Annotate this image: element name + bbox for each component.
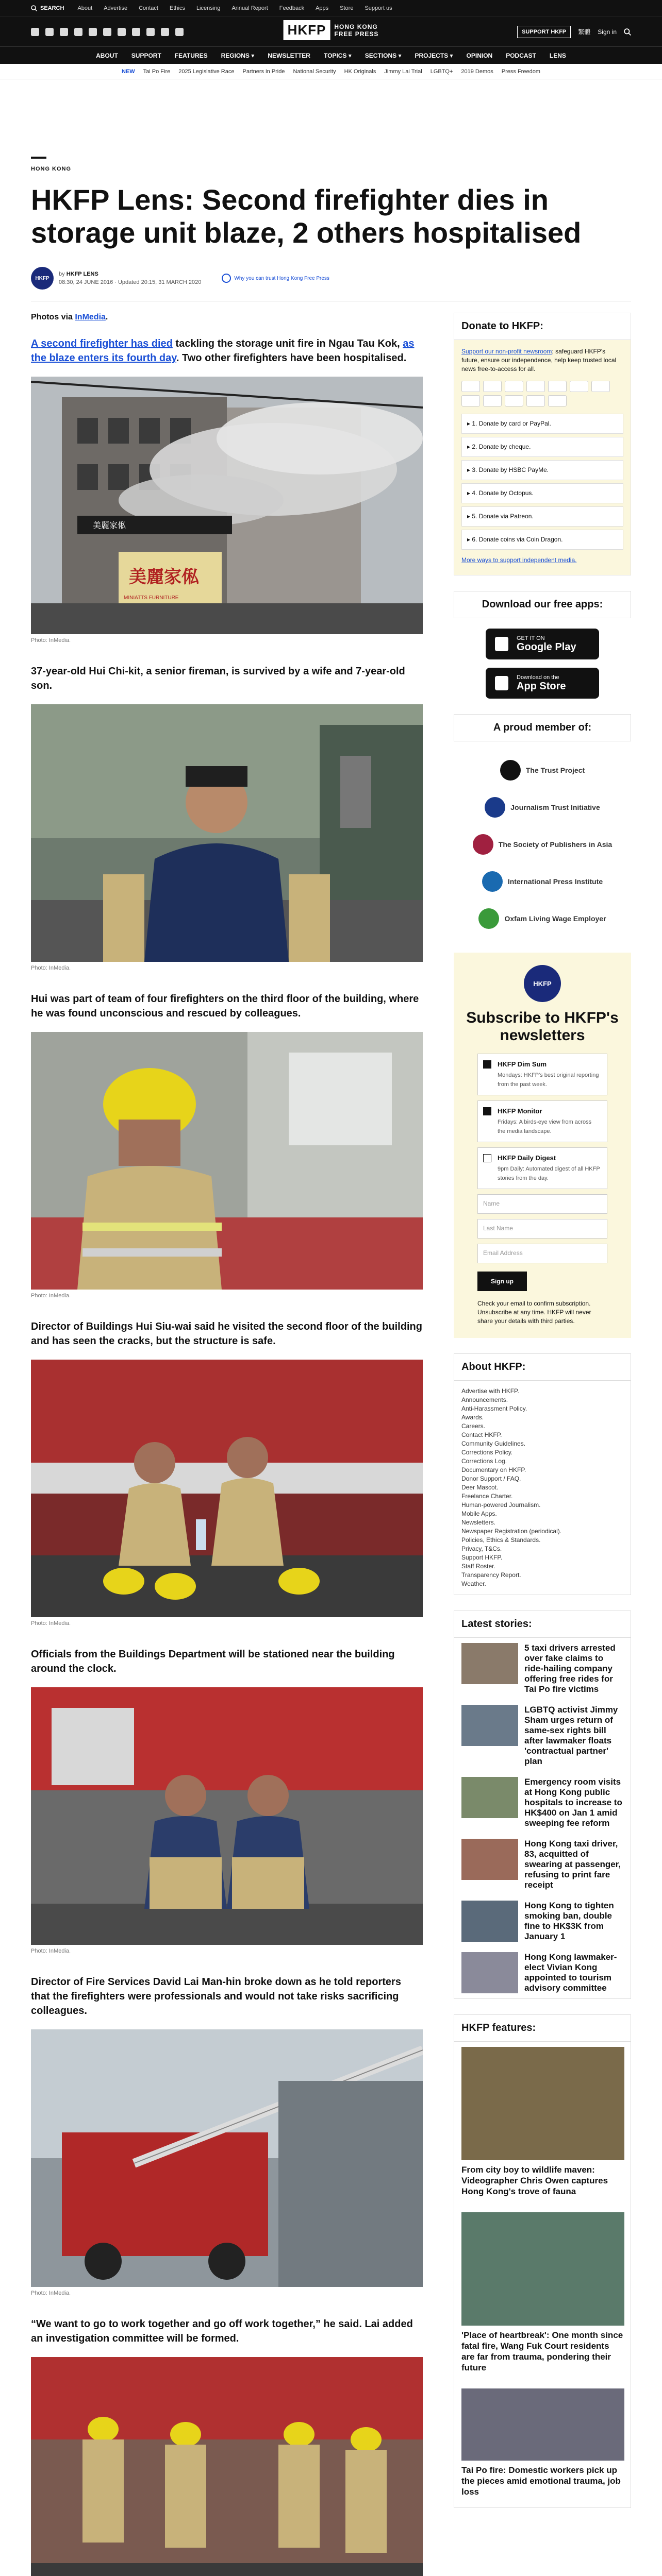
- donate-title: Donate to HKFP:: [454, 313, 631, 340]
- search-icon: [31, 5, 37, 11]
- youtube-icon[interactable]: [132, 28, 140, 36]
- about-link[interactable]: Community Guidelines.: [461, 1440, 526, 1447]
- donate-option-octopus[interactable]: ▸ 4. Donate by Octopus.: [461, 483, 623, 503]
- main-nav: [0, 46, 662, 64]
- donate-option-coin-dragon[interactable]: ▸ 6. Donate coins via Coin Dragon.: [461, 530, 623, 550]
- logo-line-1: HONG KONG: [334, 23, 378, 30]
- features-widget: [454, 2014, 631, 2508]
- newsletter-widget: [454, 953, 631, 1338]
- about-link[interactable]: Support HKFP.: [461, 1554, 503, 1561]
- newsletter-option-digest[interactable]: [477, 1147, 607, 1189]
- newsletter-desc: 9pm Daily: Automated digest of all HKFP stories from the day.: [498, 1166, 600, 1181]
- topbar-link-support[interactable]: Support us: [365, 5, 392, 11]
- about-link[interactable]: Deer Mascot.: [461, 1484, 499, 1491]
- google-play-icon: [495, 637, 508, 651]
- language-toggle[interactable]: 繁體: [578, 28, 591, 36]
- topbar-link-ethics[interactable]: Ethics: [169, 5, 185, 11]
- photos-via-suffix: .: [105, 313, 108, 321]
- member-label: Oxfam Living Wage Employer: [504, 914, 606, 923]
- logo-mark: HKFP: [284, 20, 330, 40]
- name-field[interactable]: Name: [477, 1194, 607, 1214]
- member-title: A proud member of:: [454, 714, 631, 741]
- story-thumbnail: [461, 1901, 518, 1942]
- member-oxfam[interactable]: [454, 900, 631, 937]
- twitter-icon[interactable]: [45, 28, 54, 36]
- unionpay-icon: [591, 381, 610, 392]
- trust-link[interactable]: [222, 274, 329, 283]
- paragraph-4: Director of Buildings Hui Siu-wai said he visited the second floor of the building and has seen the cracks, but the structure is safe.: [31, 1321, 422, 1347]
- about-link[interactable]: Careers.: [461, 1422, 486, 1430]
- newsletter-option-dim-sum[interactable]: [477, 1054, 607, 1095]
- trust-icon: [222, 274, 231, 283]
- photo-firefighters-resting: [31, 1360, 423, 1617]
- newsletter-option-monitor[interactable]: [477, 1100, 607, 1142]
- ticker-item[interactable]: LGBTQ+: [430, 68, 453, 75]
- paragraph-6: Director of Fire Services David Lai Man-hin broke down as he told reporters that the firefighters were professionals and would not take risks sacrificing colleagues.: [31, 1976, 401, 2016]
- story-title: Hong Kong lawmaker-elect Vivian Kong appointed to tourism advisory committee: [524, 1952, 617, 1993]
- threads-icon[interactable]: [74, 28, 82, 36]
- google-play-badge[interactable]: [486, 629, 599, 659]
- latest-story[interactable]: [454, 1895, 631, 1947]
- donate-body: [454, 340, 631, 575]
- ticker-item[interactable]: HK Originals: [344, 68, 376, 75]
- member-sopa[interactable]: [454, 826, 631, 863]
- nav-sections[interactable]: SECTIONS ▾: [365, 52, 402, 59]
- fps-icon: [505, 395, 523, 406]
- newsletter-desc: Fridays: A birds-eye view from across the media landscape.: [498, 1119, 592, 1134]
- site-header: [0, 16, 662, 46]
- search-button[interactable]: [31, 5, 64, 11]
- author-prefix: by: [59, 271, 65, 277]
- donate-option-card[interactable]: ▸ 1. Donate by card or PayPal.: [461, 414, 623, 434]
- about-link[interactable]: Staff Roster.: [461, 1563, 495, 1570]
- about-list: [454, 1381, 631, 1595]
- ticker-item[interactable]: Jimmy Lai Trial: [384, 68, 422, 75]
- apple-icon: [495, 676, 508, 690]
- latest-story[interactable]: [454, 1638, 631, 1700]
- photo-firefighters-walking: [31, 2357, 423, 2576]
- latest-story[interactable]: [454, 1700, 631, 1772]
- photo-firefighter-helmet: [31, 1032, 423, 1290]
- byline: [31, 267, 631, 301]
- features-title: HKFP features:: [454, 2015, 631, 2042]
- octopus-icon: [570, 381, 588, 392]
- newsletter-name: HKFP Monitor: [498, 1107, 542, 1115]
- ticker-item[interactable]: 2019 Demos: [461, 68, 493, 75]
- feature-story[interactable]: [454, 2383, 631, 2507]
- story-title: LGBTQ activist Jimmy Sham urges return of same-sex rights bill after lawmaker floats 'contractual partner' plan: [524, 1705, 618, 1766]
- paragraph-2: 37-year-old Hui Chi-kit, a senior fireman, is survived by a wife and 7-year-old son.: [31, 666, 405, 691]
- story-thumbnail: [461, 1952, 518, 1993]
- app-store-badge[interactable]: [486, 668, 599, 699]
- about-link[interactable]: Privacy, T&Cs.: [461, 1545, 502, 1552]
- donate-description: ; safeguard HKFP's future, ensure our independence, help keep trusted local news free-to-access for all.: [461, 348, 617, 372]
- about-title: About HKFP:: [454, 1354, 631, 1381]
- photo-caption: Photo: InMedia.: [31, 637, 71, 643]
- nav-support[interactable]: SUPPORT: [131, 52, 161, 59]
- paragraph-1-end: . Two other firefighters have been hospitalised.: [176, 352, 407, 364]
- checkbox-unchecked[interactable]: [483, 1154, 491, 1162]
- logo-line-2: FREE PRESS: [334, 30, 379, 38]
- google-play-big: Google Play: [517, 641, 576, 653]
- article-title: HKFP Lens: Second firefighter dies in storage unit blaze, 2 others hospitalised: [31, 183, 582, 249]
- ticker-item[interactable]: Tai Po Fire: [143, 68, 171, 75]
- feature-title: 'Place of heartbreak': One month since fatal fire, Wang Fuk Court residents are far from trauma, pondering their future: [461, 2330, 623, 2372]
- jcb-icon: [461, 395, 480, 406]
- last-name-field[interactable]: Last Name: [477, 1219, 607, 1239]
- search-icon[interactable]: [624, 28, 631, 36]
- topbar-link-contact[interactable]: Contact: [139, 5, 158, 11]
- nav-regions[interactable]: REGIONS ▾: [221, 52, 255, 59]
- feature-image: [461, 2212, 624, 2326]
- photo-caption: Photo: InMedia.: [31, 1293, 71, 1299]
- feature-image: [461, 2388, 624, 2461]
- shop-sign-en: MINIATTS FURNITURE: [124, 595, 179, 601]
- article-category[interactable]: HONG KONG: [31, 166, 72, 172]
- newsletter-note: Check your email to confirm subscription. Unsubscribe at any time. HKFP will never share your details with third parties.: [477, 1300, 591, 1325]
- donate-link[interactable]: Support our non-profit newsroom: [461, 348, 552, 355]
- trust-label: Why you can trust Hong Kong Free Press: [234, 275, 329, 281]
- more-ways-link[interactable]: More ways to support independent media.: [461, 556, 577, 564]
- app-store-small: Download on the: [517, 674, 559, 681]
- feature-story[interactable]: [454, 2207, 631, 2383]
- about-link[interactable]: Advertise with HKFP.: [461, 1387, 519, 1395]
- story-thumbnail: [461, 1643, 518, 1684]
- story-thumbnail: [461, 1777, 518, 1818]
- photo-caption: Photo: InMedia.: [31, 965, 71, 971]
- article-dates: 08:30, 24 JUNE 2016 · Updated 20:15, 31 MARCH 2020: [59, 279, 202, 285]
- author-name[interactable]: HKFP LENS: [66, 271, 98, 277]
- donate-text: [461, 347, 623, 374]
- sopa-icon: [473, 834, 493, 855]
- donate-widget: [454, 313, 631, 575]
- member-ipi[interactable]: [454, 863, 631, 900]
- latest-stories-widget: [454, 1611, 631, 1999]
- topbar-link-licensing[interactable]: Licensing: [196, 5, 221, 11]
- sign-in-link[interactable]: Sign in: [598, 28, 617, 36]
- search-label: SEARCH: [40, 5, 64, 11]
- about-widget: [454, 1353, 631, 1595]
- topbar-link-apps[interactable]: Apps: [316, 5, 329, 11]
- patreon-icon: [483, 395, 502, 406]
- member-label: Journalism Trust Initiative: [510, 803, 600, 811]
- support-hkfp-button[interactable]: SUPPORT HKFP: [517, 26, 571, 38]
- amex-icon: [505, 381, 523, 392]
- author-avatar[interactable]: HKFP: [31, 267, 54, 290]
- paypal-icon: [526, 381, 545, 392]
- topbar-link-about[interactable]: About: [77, 5, 93, 11]
- ticker-item[interactable]: Partners in Pride: [242, 68, 285, 75]
- about-link[interactable]: Contact HKFP.: [461, 1431, 502, 1438]
- shop-sign-zh: 美麗家俬: [129, 567, 199, 587]
- top-utility-bar: [0, 0, 662, 16]
- sign-up-button[interactable]: Sign up: [477, 1272, 527, 1291]
- feature-title: Tai Po fire: Domestic workers pick up the pieces amid emotional trauma, job loss: [461, 2465, 621, 2497]
- content-columns: [31, 313, 631, 2576]
- topbar-link-annual-report[interactable]: Annual Report: [231, 5, 268, 11]
- email-icon[interactable]: [118, 28, 126, 36]
- nav-opinion[interactable]: OPINION: [466, 52, 493, 59]
- wechat-icon: [548, 395, 567, 406]
- donate-option-patreon[interactable]: ▸ 5. Donate via Patreon.: [461, 506, 623, 527]
- ticker-new-badge: NEW: [122, 68, 135, 75]
- ticker-item[interactable]: 2025 Legislative Race: [178, 68, 235, 75]
- latest-title: Latest stories:: [454, 1611, 631, 1638]
- oxfam-icon: [478, 908, 499, 929]
- paragraph-7: “We want to go to work together and go off work together,” he said. Lai added an investigation committee will be formed.: [31, 2318, 413, 2344]
- about-link[interactable]: Policies, Ethics & Standards.: [461, 1536, 541, 1544]
- checkbox-checked[interactable]: [483, 1060, 491, 1069]
- photo-caption: Photo: InMedia.: [31, 1620, 71, 1626]
- facebook-icon[interactable]: [31, 28, 39, 36]
- story-title: Emergency room visits at Hong Kong public hospitals to increase to HK$400 on Jan 1 amid sweeping fee reform: [524, 1777, 622, 1828]
- member-logos: [454, 752, 631, 937]
- latest-story[interactable]: [454, 1834, 631, 1895]
- google-play-small: GET IT ON: [517, 635, 545, 641]
- member-label: The Society of Publishers in Asia: [498, 840, 613, 849]
- feature-image: [461, 2047, 624, 2160]
- newsletter-logo: HKFP: [524, 965, 561, 1002]
- member-trust-project[interactable]: [454, 752, 631, 789]
- linkedin-icon[interactable]: [103, 28, 111, 36]
- logo-wordmark: [334, 23, 378, 38]
- about-link[interactable]: Announcements.: [461, 1396, 508, 1403]
- about-link[interactable]: Freelance Charter.: [461, 1493, 513, 1500]
- header-actions: [517, 26, 631, 38]
- topbar-link-feedback[interactable]: Feedback: [279, 5, 305, 11]
- latest-story[interactable]: [454, 1947, 631, 1998]
- feature-story[interactable]: [454, 2042, 631, 2207]
- paragraph-1: [31, 336, 423, 365]
- topbar-link-advertise[interactable]: Advertise: [104, 5, 128, 11]
- topic-ticker: [0, 64, 662, 79]
- story-title: 5 taxi drivers arrested over fake claims to ride-hailing company offering free rides for Tai Po fire victims: [524, 1643, 616, 1694]
- about-link[interactable]: Corrections Policy.: [461, 1449, 513, 1456]
- email-field[interactable]: Email Address: [477, 1244, 607, 1263]
- byline-text: [59, 270, 201, 286]
- feature-title: From city boy to wildlife maven: Videographer Chris Owen captures Hong Kong's trove of fauna: [461, 2165, 608, 2196]
- newsletter-name: HKFP Daily Digest: [498, 1154, 556, 1162]
- checkbox-checked[interactable]: [483, 1107, 491, 1115]
- photo-caption: Photo: InMedia.: [31, 1948, 71, 1954]
- telegram-icon[interactable]: [146, 28, 155, 36]
- photos-credit: [31, 313, 423, 322]
- newsletter-name: HKFP Dim Sum: [498, 1060, 547, 1068]
- about-link[interactable]: Anti-Harassment Policy.: [461, 1405, 527, 1412]
- member-jti[interactable]: [454, 789, 631, 826]
- instagram-icon[interactable]: [60, 28, 68, 36]
- donate-option-cheque[interactable]: ▸ 2. Donate by cheque.: [461, 437, 623, 457]
- fourth-day-link[interactable]: as the blaze enters its fourth day: [31, 338, 415, 364]
- paragraph-1-mid: tackling the storage unit fire in Ngau Tau Kok,: [172, 338, 403, 349]
- apps-title: Download our free apps:: [454, 591, 631, 618]
- photo-firefighter-seated: [31, 704, 423, 962]
- rss-icon[interactable]: [175, 28, 184, 36]
- inmedia-link[interactable]: InMedia: [75, 313, 106, 321]
- nav-lens[interactable]: LENS: [549, 52, 566, 59]
- app-store-big: App Store: [517, 680, 566, 692]
- about-link[interactable]: Documentary on HKFP.: [461, 1466, 526, 1473]
- about-link[interactable]: Corrections Log.: [461, 1458, 507, 1465]
- ticker-item[interactable]: National Security: [293, 68, 336, 75]
- ticker-item[interactable]: Press Freedom: [501, 68, 540, 75]
- member-label: The Trust Project: [525, 766, 585, 774]
- nav-projects[interactable]: PROJECTS ▾: [415, 52, 453, 59]
- photo-building-smoke: [31, 377, 423, 634]
- newsletter-title: Subscribe to HKFP's newsletters: [466, 1009, 619, 1044]
- topbar-link-store[interactable]: Store: [340, 5, 354, 11]
- paragraph-5: Officials from the Buildings Department will be stationed near the building around the clock.: [31, 1649, 395, 1674]
- photo-fire-truck-ladder: [31, 2029, 423, 2287]
- social-links: [31, 28, 184, 36]
- story-thumbnail: [461, 1839, 518, 1880]
- nav-about[interactable]: ABOUT: [96, 52, 118, 59]
- about-link[interactable]: Human-powered Journalism.: [461, 1501, 541, 1509]
- photos-via-prefix: Photos via: [31, 313, 75, 321]
- site-logo[interactable]: [284, 20, 379, 40]
- nav-podcast[interactable]: PODCAST: [506, 52, 536, 59]
- photo-exhausted-firefighters: [31, 1687, 423, 1945]
- about-link[interactable]: Newspaper Registration (periodical).: [461, 1528, 562, 1535]
- photo-caption: Photo: InMedia.: [31, 2290, 71, 2296]
- story-title: Hong Kong taxi driver, 83, acquitted of swearing at passenger, refusing to print fare receipt: [524, 1839, 621, 1890]
- jti-icon: [485, 797, 505, 818]
- sidebar: [454, 313, 631, 2576]
- bluesky-icon[interactable]: [89, 28, 97, 36]
- payme-icon: [548, 381, 567, 392]
- about-link[interactable]: Mobile Apps.: [461, 1510, 497, 1517]
- article-body: [31, 313, 423, 2576]
- about-link[interactable]: Weather.: [461, 1580, 486, 1587]
- member-label: International Press Institute: [507, 877, 603, 886]
- about-link[interactable]: Awards.: [461, 1414, 484, 1421]
- mastercard-icon: [461, 381, 480, 392]
- story-title: Hong Kong to tighten smoking ban, double fine to HK$3K from January 1: [524, 1901, 614, 1941]
- category-rule: [31, 157, 46, 159]
- latest-story[interactable]: [454, 1772, 631, 1834]
- main-content: [31, 79, 631, 2576]
- alipay-icon: [526, 395, 545, 406]
- about-link[interactable]: Transparency Report.: [461, 1571, 521, 1579]
- second-firefighter-link[interactable]: A second firefighter has died: [31, 338, 173, 349]
- nav-features[interactable]: FEATURES: [174, 52, 208, 59]
- donate-option-payme[interactable]: ▸ 3. Donate by HSBC PayMe.: [461, 460, 623, 480]
- ipi-icon: [482, 871, 503, 892]
- payment-methods: [461, 381, 623, 406]
- whatsapp-icon[interactable]: [161, 28, 169, 36]
- shop-sign-text: 美麗家俬: [93, 521, 126, 530]
- newsletter-desc: Mondays: HKFP's best original reporting from the past week.: [498, 1072, 599, 1088]
- trust-project-icon: [500, 760, 521, 781]
- about-link[interactable]: Newsletters.: [461, 1519, 496, 1526]
- visa-icon: [483, 381, 502, 392]
- about-link[interactable]: Donor Support / FAQ.: [461, 1475, 521, 1482]
- paragraph-3: Hui was part of team of four firefighters on the third floor of the building, where he was found unconscious and rescued by colleagues.: [31, 993, 419, 1019]
- nav-topics[interactable]: TOPICS ▾: [323, 52, 352, 59]
- story-thumbnail: [461, 1705, 518, 1746]
- nav-newsletter[interactable]: NEWSLETTER: [268, 52, 310, 59]
